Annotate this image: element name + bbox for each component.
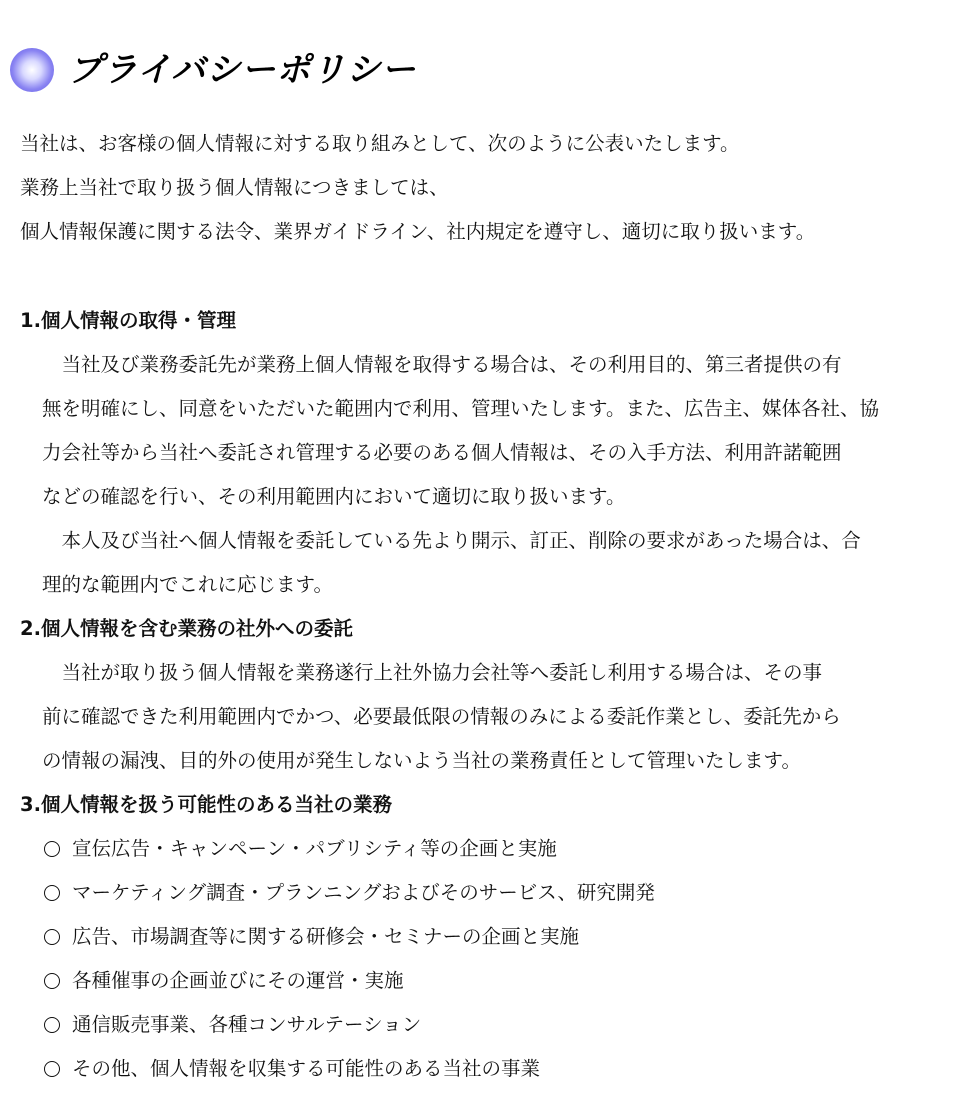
business-list-item-label: 通信販売事業、各種コンサルテーション bbox=[72, 1013, 422, 1036]
business-list-item bbox=[44, 924, 579, 950]
circle-bullet-icon bbox=[44, 1061, 60, 1077]
circle-bullet-icon bbox=[44, 841, 60, 857]
section-paragraph-line: 理的な範囲内でこれに応じます。 bbox=[42, 573, 333, 596]
section-paragraph-line: 無を明確にし、同意をいただいた範囲内で利用、管理いたします。また、広告主、媒体各社、協 bbox=[42, 397, 879, 420]
circle-bullet-icon bbox=[44, 885, 60, 901]
intro-line: 個人情報保護に関する法令、業界ガイドライン、社内規定を遵守し、適切に取り扱います。 bbox=[20, 220, 816, 243]
business-list-item bbox=[44, 1056, 540, 1082]
page-title: プライバシーポリシー bbox=[68, 50, 417, 90]
section-paragraph-line: 前に確認できた利用範囲内でかつ、必要最低限の情報のみによる委託作業とし、委託先から bbox=[42, 705, 841, 728]
circle-bullet-icon bbox=[44, 1017, 60, 1033]
business-list-item bbox=[44, 1012, 421, 1038]
intro-line: 当社は、お客様の個人情報に対する取り組みとして、次のように公表いたします。 bbox=[20, 132, 740, 155]
circle-bullet-icon bbox=[44, 929, 60, 945]
business-list-item-label: 広告、市場調査等に関する研修会・セミナーの企画と実施 bbox=[72, 925, 580, 948]
section-paragraph-line: 当社が取り扱う個人情報を業務遂行上社外協力会社等へ委託し利用する場合は、その事 bbox=[42, 661, 823, 684]
business-list-item bbox=[44, 968, 404, 994]
section-paragraph-line: 当社及び業務委託先が業務上個人情報を取得する場合は、その利用目的、第三者提供の有 bbox=[42, 353, 842, 376]
section-paragraph-line: 本人及び当社へ個人情報を委託している先より開示、訂正、削除の要求があった場合は、合 bbox=[42, 529, 861, 552]
section-paragraph-line: の情報の漏洩、目的外の使用が発生しないよう当社の業務責任として管理いたします。 bbox=[42, 749, 801, 772]
page-header bbox=[10, 40, 416, 100]
sphere-bullet-icon bbox=[10, 48, 54, 92]
intro-line: 業務上当社で取り扱う個人情報につきましては、 bbox=[20, 176, 449, 199]
section-heading: 3.個人情報を扱う可能性のある当社の業務 bbox=[20, 793, 392, 816]
business-list-item-label: 各種催事の企画並びにその運営・実施 bbox=[72, 969, 404, 992]
business-list-item-label: マーケティング調査・プランニングおよびそのサービス、研究開発 bbox=[72, 881, 655, 904]
circle-bullet-icon bbox=[44, 973, 60, 989]
business-list-item-label: 宣伝広告・キャンペーン・パブリシティ等の企画と実施 bbox=[72, 837, 557, 860]
section-heading: 2.個人情報を含む業務の社外への委託 bbox=[20, 617, 353, 640]
section-heading: 1.個人情報の取得・管理 bbox=[20, 309, 236, 332]
business-list-item-label: その他、個人情報を収集する可能性のある当社の事業 bbox=[72, 1057, 541, 1080]
business-list-item bbox=[44, 836, 557, 862]
business-list-item bbox=[44, 880, 655, 906]
section-paragraph-line: などの確認を行い、その利用範囲内において適切に取り扱います。 bbox=[42, 485, 626, 508]
section-paragraph-line: 力会社等から当社へ委託され管理する必要のある個人情報は、その入手方法、利用許諾範囲 bbox=[42, 441, 842, 464]
